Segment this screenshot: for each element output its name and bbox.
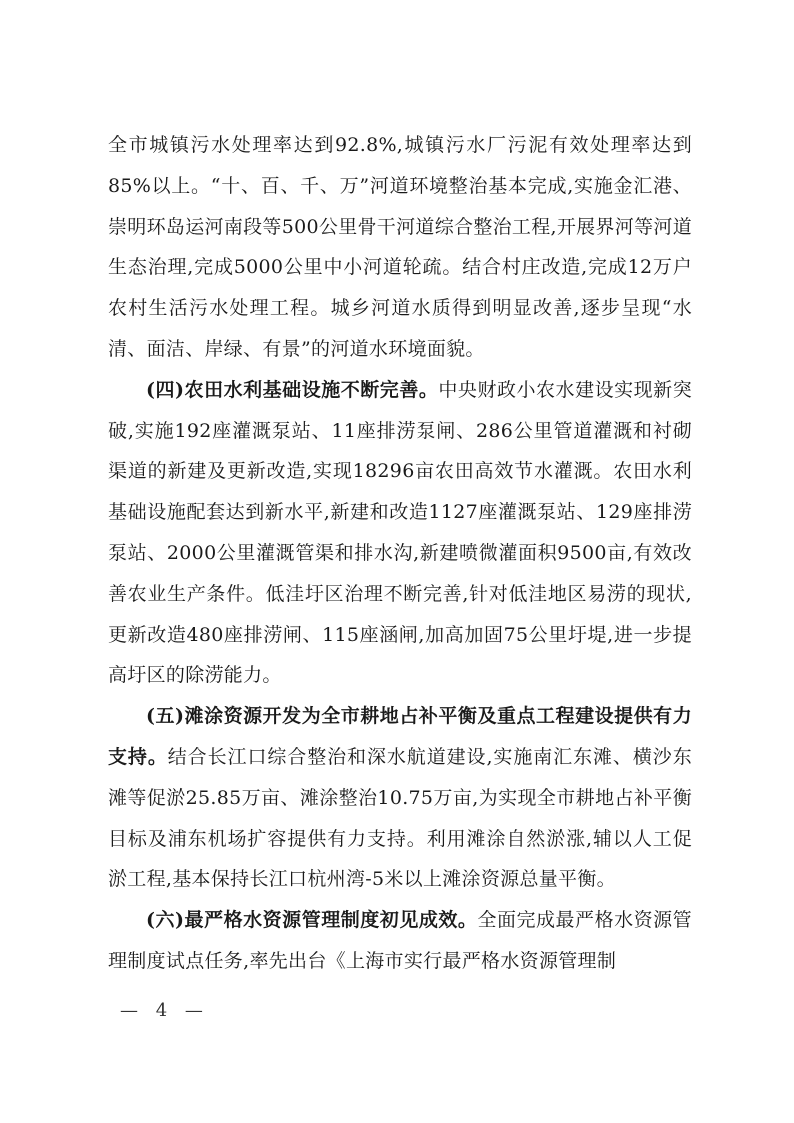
paragraph-text: 中央财政小农水建设实现新突破,实施192座灌溉泵站、11座排涝泵闸、286公里管道灌溉和衬砌渠道的新建及更新改造,实现18296亩农田高效节水灌溉。农田水利基础设施配套达到新水平,新建和改造1127座灌溉泵站、129座排涝泵站、2000公里灌溉管渠和排水沟,新建喷微灌面积9500亩,有效改善农业生产条件。低洼圩区治理不断完善,针对低洼地区易涝的现状,更新改造480座排涝闸、115座涵闸,加高加固75公里圩堤,进一步提高圩区的除涝能力。 [108, 378, 692, 687]
paragraph-lead: (六)最严格水资源管理制度初见成效。 [146, 909, 478, 932]
paragraph-text: 结合长江口综合整治和深水航道建设,实施南汇东滩、横沙东滩等促淤25.85万亩、滩涂整治10.75万亩,为实现全市耕地占补平衡目标及浦东机场扩容提供有力支持。利用滩涂自然淤涨,辅以人工促淤工程,基本保持长江口杭州湾-5米以上滩涂资源总量平衡。 [108, 745, 692, 891]
document-body [108, 125, 692, 982]
paragraph-lead: (四)农田水利基础设施不断完善。 [146, 378, 439, 401]
paragraph-water-resource-management [108, 900, 692, 982]
paragraph-text: 全市城镇污水处理率达到92.8%,城镇污水厂污泥有效处理率达到85%以上。“十、百、千、万”河道环境整治基本完成,实施金汇港、崇明环岛运河南段等500公里骨干河道综合整治工程,开展界河等河道生态治理,完成5000公里中小河道轮疏。结合村庄改造,完成12万户农村生活污水处理工程。城乡河道水质得到明显改善,逐步呈现“水清、面洁、岸绿、有景”的河道水环境面貌。 [108, 134, 692, 360]
paragraph-lead: (五)滩涂资源开发为全市耕地占补平衡及重点工程建设提供有力支持。 [108, 705, 692, 768]
paragraph-text: 全面完成最严格水资源管理制度试点任务,率先出台《上海市实行最严格水资源管理制 [108, 909, 692, 972]
page-number: — 4 — [120, 1000, 209, 1021]
paragraph-urban-sewage [108, 125, 692, 370]
paragraph-tidal-flat-development [108, 696, 692, 900]
paragraph-farmland-irrigation [108, 370, 692, 696]
